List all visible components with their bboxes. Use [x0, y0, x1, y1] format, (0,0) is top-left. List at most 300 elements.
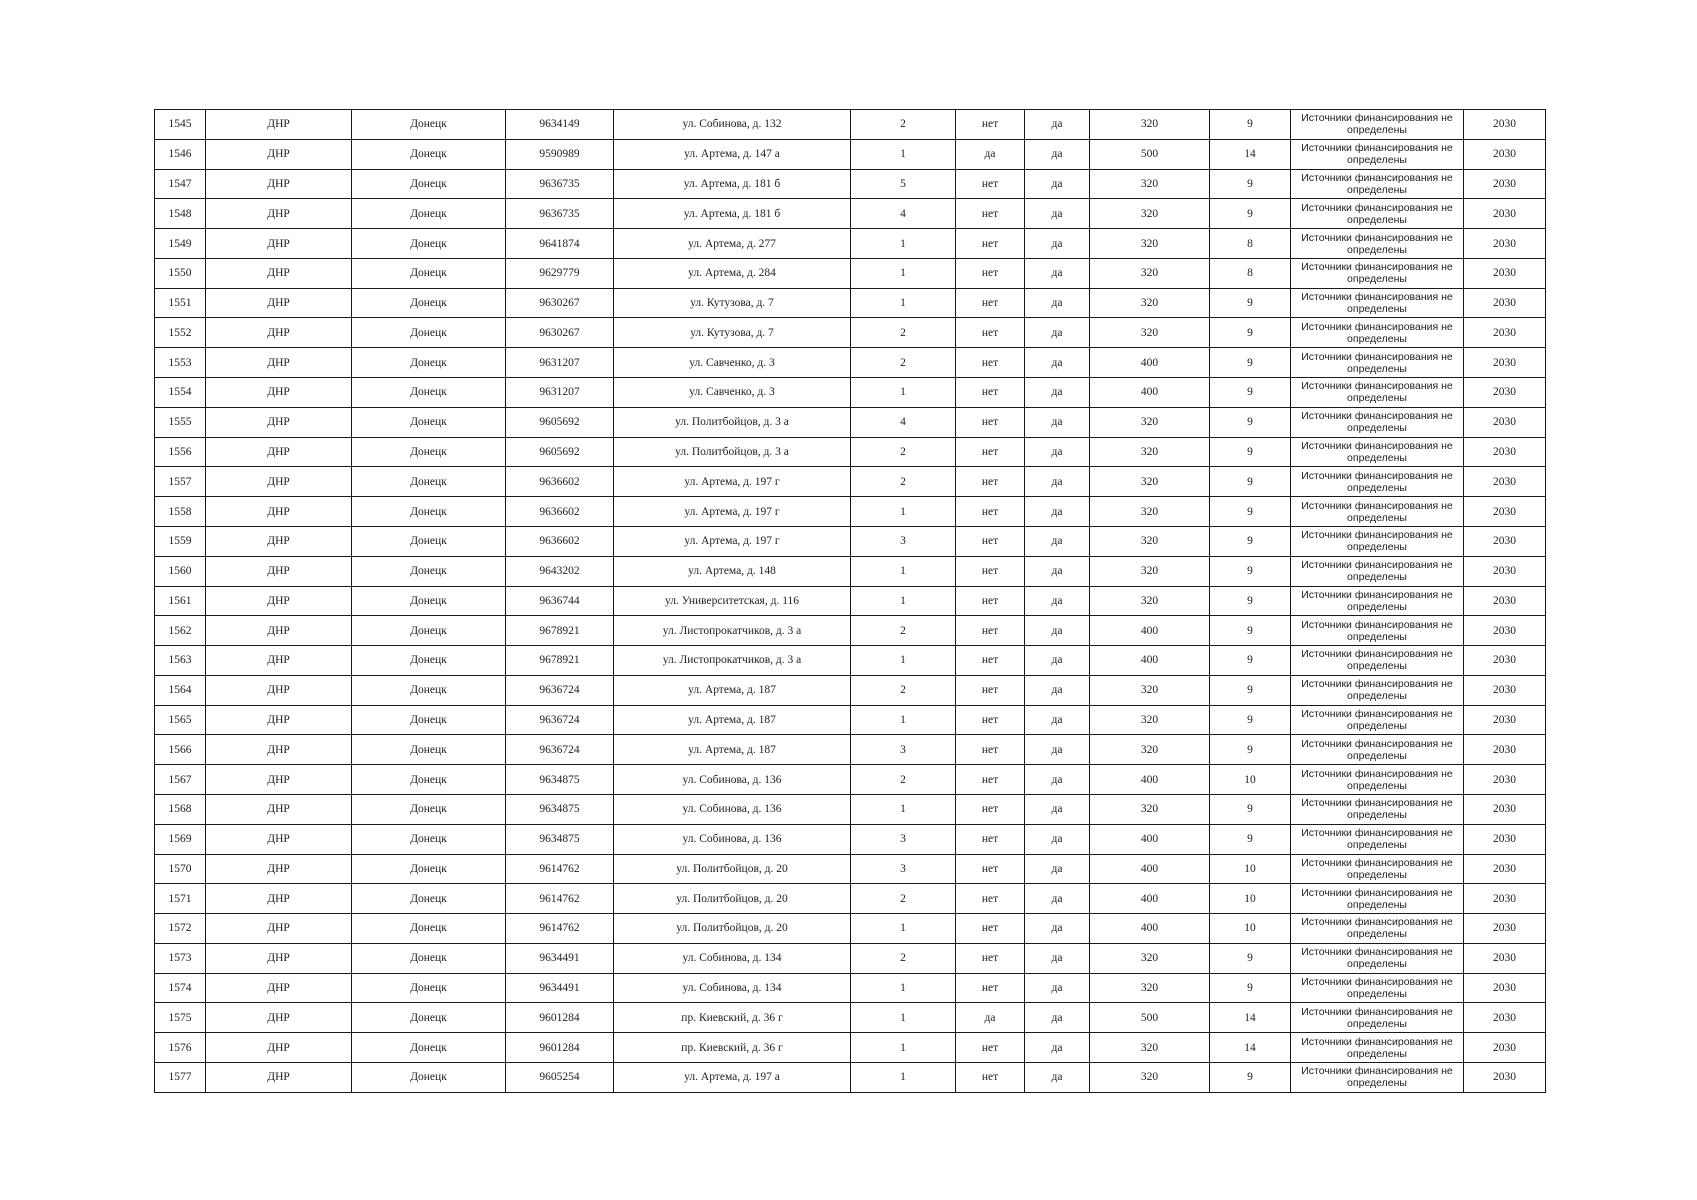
- cell-year: 2030: [1464, 199, 1546, 229]
- cell-funding-source: Источники финансирования не определены: [1291, 794, 1464, 824]
- cell-year: 2030: [1464, 1003, 1546, 1033]
- cell-flag-a: нет: [956, 318, 1025, 348]
- cell-capacity: 500: [1090, 139, 1210, 169]
- cell-flag-a: нет: [956, 973, 1025, 1003]
- cell-quantity: 2: [851, 765, 956, 795]
- cell-capacity: 320: [1090, 497, 1210, 527]
- cell-row-number: 1547: [155, 169, 206, 199]
- cell-capacity: 320: [1090, 288, 1210, 318]
- cell-capacity: 400: [1090, 765, 1210, 795]
- cell-object-code: 9630267: [506, 318, 614, 348]
- cell-address: ул. Артема, д. 187: [614, 735, 851, 765]
- cell-flag-b: да: [1025, 348, 1090, 378]
- cell-year: 2030: [1464, 705, 1546, 735]
- cell-object-code: 9605692: [506, 437, 614, 467]
- cell-flag-a: нет: [956, 169, 1025, 199]
- cell-city: Донецк: [352, 437, 506, 467]
- cell-capacity: 320: [1090, 318, 1210, 348]
- cell-year: 2030: [1464, 229, 1546, 259]
- table-body: [155, 110, 1546, 1093]
- table-row: [155, 169, 1546, 199]
- cell-address: ул. Собинова, д. 134: [614, 973, 851, 1003]
- table-row: [155, 675, 1546, 705]
- cell-region: ДНР: [206, 914, 352, 944]
- cell-row-number: 1555: [155, 407, 206, 437]
- cell-city: Донецк: [352, 765, 506, 795]
- cell-object-code: 9629779: [506, 258, 614, 288]
- document-page: [154, 109, 1545, 1092]
- table-row: [155, 288, 1546, 318]
- cell-capacity: 400: [1090, 348, 1210, 378]
- cell-flag-b: да: [1025, 407, 1090, 437]
- cell-row-number: 1548: [155, 199, 206, 229]
- cell-city: Донецк: [352, 616, 506, 646]
- cell-year: 2030: [1464, 854, 1546, 884]
- cell-region: ДНР: [206, 169, 352, 199]
- cell-row-number: 1561: [155, 586, 206, 616]
- cell-row-number: 1574: [155, 973, 206, 1003]
- cell-row-number: 1560: [155, 556, 206, 586]
- cell-row-number: 1573: [155, 943, 206, 973]
- cell-flag-b: да: [1025, 556, 1090, 586]
- cell-flag-a: нет: [956, 794, 1025, 824]
- cell-year: 2030: [1464, 616, 1546, 646]
- cell-region: ДНР: [206, 229, 352, 259]
- cell-flag-a: нет: [956, 1063, 1025, 1093]
- table-row: [155, 378, 1546, 408]
- cell-object-code: 9641874: [506, 229, 614, 259]
- cell-object-code: 9634491: [506, 973, 614, 1003]
- table-row: [155, 497, 1546, 527]
- cell-flag-a: нет: [956, 884, 1025, 914]
- cell-quantity: 2: [851, 348, 956, 378]
- cell-funding-source: Источники финансирования не определены: [1291, 288, 1464, 318]
- cell-funding-source: Источники финансирования не определены: [1291, 526, 1464, 556]
- cell-flag-b: да: [1025, 824, 1090, 854]
- cell-flag-a: нет: [956, 437, 1025, 467]
- cell-flag-a: нет: [956, 914, 1025, 944]
- cell-region: ДНР: [206, 1063, 352, 1093]
- cell-row-number: 1568: [155, 794, 206, 824]
- cell-row-number: 1545: [155, 110, 206, 140]
- cell-object-code: 9605692: [506, 407, 614, 437]
- cell-city: Донецк: [352, 914, 506, 944]
- cell-address: ул. Артема, д. 197 г: [614, 497, 851, 527]
- cell-address: ул. Политбойцов, д. 20: [614, 914, 851, 944]
- cell-row-number: 1569: [155, 824, 206, 854]
- cell-quantity: 2: [851, 467, 956, 497]
- table-row: [155, 765, 1546, 795]
- cell-object-code: 9631207: [506, 378, 614, 408]
- cell-flag-a: нет: [956, 943, 1025, 973]
- table-row: [155, 229, 1546, 259]
- cell-address: ул. Артема, д. 147 а: [614, 139, 851, 169]
- cell-funding-source: Источники финансирования не определены: [1291, 646, 1464, 676]
- cell-city: Донецк: [352, 169, 506, 199]
- cell-object-code: 9614762: [506, 914, 614, 944]
- cell-year: 2030: [1464, 497, 1546, 527]
- cell-funding-source: Источники финансирования не определены: [1291, 735, 1464, 765]
- cell-flag-b: да: [1025, 258, 1090, 288]
- cell-flag-a: нет: [956, 526, 1025, 556]
- cell-row-number: 1572: [155, 914, 206, 944]
- cell-capacity: 320: [1090, 258, 1210, 288]
- cell-row-number: 1552: [155, 318, 206, 348]
- cell-region: ДНР: [206, 497, 352, 527]
- cell-value: 9: [1210, 973, 1291, 1003]
- cell-funding-source: Источники финансирования не определены: [1291, 586, 1464, 616]
- cell-funding-source: Источники финансирования не определены: [1291, 973, 1464, 1003]
- cell-city: Донецк: [352, 526, 506, 556]
- cell-flag-b: да: [1025, 884, 1090, 914]
- cell-capacity: 320: [1090, 675, 1210, 705]
- cell-value: 14: [1210, 1033, 1291, 1063]
- cell-object-code: 9636744: [506, 586, 614, 616]
- cell-year: 2030: [1464, 884, 1546, 914]
- cell-quantity: 1: [851, 586, 956, 616]
- table-row: [155, 854, 1546, 884]
- cell-value: 9: [1210, 318, 1291, 348]
- cell-year: 2030: [1464, 586, 1546, 616]
- cell-region: ДНР: [206, 437, 352, 467]
- cell-capacity: 320: [1090, 110, 1210, 140]
- table-row: [155, 467, 1546, 497]
- cell-flag-a: нет: [956, 854, 1025, 884]
- cell-value: 9: [1210, 794, 1291, 824]
- cell-capacity: 320: [1090, 407, 1210, 437]
- cell-city: Донецк: [352, 735, 506, 765]
- cell-region: ДНР: [206, 139, 352, 169]
- cell-object-code: 9636735: [506, 169, 614, 199]
- cell-row-number: 1570: [155, 854, 206, 884]
- cell-flag-b: да: [1025, 1063, 1090, 1093]
- cell-address: ул. Собинова, д. 132: [614, 110, 851, 140]
- cell-quantity: 3: [851, 854, 956, 884]
- cell-quantity: 3: [851, 824, 956, 854]
- table-row: [155, 616, 1546, 646]
- cell-value: 9: [1210, 735, 1291, 765]
- cell-row-number: 1553: [155, 348, 206, 378]
- cell-object-code: 9634491: [506, 943, 614, 973]
- cell-region: ДНР: [206, 705, 352, 735]
- cell-funding-source: Источники финансирования не определены: [1291, 139, 1464, 169]
- cell-flag-a: нет: [956, 348, 1025, 378]
- cell-funding-source: Источники финансирования не определены: [1291, 765, 1464, 795]
- cell-object-code: 9634149: [506, 110, 614, 140]
- table-row: [155, 1033, 1546, 1063]
- cell-object-code: 9631207: [506, 348, 614, 378]
- cell-city: Донецк: [352, 229, 506, 259]
- cell-object-code: 9634875: [506, 765, 614, 795]
- cell-quantity: 1: [851, 288, 956, 318]
- cell-city: Донецк: [352, 199, 506, 229]
- cell-funding-source: Источники финансирования не определены: [1291, 229, 1464, 259]
- cell-city: Донецк: [352, 407, 506, 437]
- cell-flag-a: нет: [956, 378, 1025, 408]
- cell-flag-a: нет: [956, 258, 1025, 288]
- cell-flag-a: нет: [956, 824, 1025, 854]
- cell-year: 2030: [1464, 378, 1546, 408]
- table-row: [155, 556, 1546, 586]
- cell-quantity: 2: [851, 616, 956, 646]
- cell-city: Донецк: [352, 943, 506, 973]
- cell-city: Донецк: [352, 1063, 506, 1093]
- cell-region: ДНР: [206, 467, 352, 497]
- cell-quantity: 1: [851, 1063, 956, 1093]
- cell-address: ул. Кутузова, д. 7: [614, 288, 851, 318]
- cell-flag-b: да: [1025, 794, 1090, 824]
- cell-flag-a: нет: [956, 556, 1025, 586]
- table-row: [155, 110, 1546, 140]
- cell-value: 9: [1210, 169, 1291, 199]
- cell-row-number: 1559: [155, 526, 206, 556]
- cell-city: Донецк: [352, 675, 506, 705]
- cell-region: ДНР: [206, 586, 352, 616]
- cell-value: 9: [1210, 437, 1291, 467]
- table-row: [155, 139, 1546, 169]
- cell-value: 14: [1210, 139, 1291, 169]
- cell-object-code: 9678921: [506, 616, 614, 646]
- cell-quantity: 5: [851, 169, 956, 199]
- cell-object-code: 9614762: [506, 884, 614, 914]
- cell-address: ул. Артема, д. 187: [614, 705, 851, 735]
- cell-quantity: 2: [851, 318, 956, 348]
- cell-flag-b: да: [1025, 854, 1090, 884]
- cell-object-code: 9643202: [506, 556, 614, 586]
- cell-city: Донецк: [352, 318, 506, 348]
- cell-flag-b: да: [1025, 288, 1090, 318]
- cell-address: ул. Политбойцов, д. 20: [614, 854, 851, 884]
- cell-address: ул. Политбойцов, д. 3 а: [614, 407, 851, 437]
- cell-value: 9: [1210, 378, 1291, 408]
- cell-year: 2030: [1464, 110, 1546, 140]
- cell-value: 9: [1210, 616, 1291, 646]
- cell-flag-a: нет: [956, 467, 1025, 497]
- cell-flag-a: нет: [956, 288, 1025, 318]
- cell-address: ул. Артема, д. 197 г: [614, 467, 851, 497]
- cell-row-number: 1566: [155, 735, 206, 765]
- cell-address: ул. Листопрокатчиков, д. 3 а: [614, 616, 851, 646]
- cell-city: Донецк: [352, 586, 506, 616]
- cell-region: ДНР: [206, 675, 352, 705]
- cell-flag-b: да: [1025, 437, 1090, 467]
- cell-address: ул. Политбойцов, д. 20: [614, 884, 851, 914]
- cell-flag-b: да: [1025, 229, 1090, 259]
- cell-value: 9: [1210, 110, 1291, 140]
- cell-quantity: 1: [851, 914, 956, 944]
- cell-region: ДНР: [206, 1033, 352, 1063]
- cell-year: 2030: [1464, 646, 1546, 676]
- cell-object-code: 9590989: [506, 139, 614, 169]
- cell-address: ул. Артема, д. 187: [614, 675, 851, 705]
- cell-funding-source: Источники финансирования не определены: [1291, 318, 1464, 348]
- cell-object-code: 9636735: [506, 199, 614, 229]
- cell-quantity: 1: [851, 646, 956, 676]
- cell-capacity: 320: [1090, 526, 1210, 556]
- cell-quantity: 3: [851, 735, 956, 765]
- cell-year: 2030: [1464, 794, 1546, 824]
- cell-quantity: 1: [851, 973, 956, 1003]
- cell-year: 2030: [1464, 1033, 1546, 1063]
- cell-row-number: 1564: [155, 675, 206, 705]
- cell-region: ДНР: [206, 854, 352, 884]
- cell-capacity: 320: [1090, 169, 1210, 199]
- cell-flag-b: да: [1025, 646, 1090, 676]
- cell-object-code: 9601284: [506, 1033, 614, 1063]
- cell-quantity: 1: [851, 556, 956, 586]
- cell-capacity: 320: [1090, 943, 1210, 973]
- cell-year: 2030: [1464, 407, 1546, 437]
- cell-funding-source: Источники финансирования не определены: [1291, 110, 1464, 140]
- table-row: [155, 407, 1546, 437]
- cell-quantity: 1: [851, 378, 956, 408]
- cell-region: ДНР: [206, 199, 352, 229]
- cell-flag-a: да: [956, 139, 1025, 169]
- cell-year: 2030: [1464, 258, 1546, 288]
- cell-funding-source: Источники финансирования не определены: [1291, 556, 1464, 586]
- cell-address: ул. Листопрокатчиков, д. 3 а: [614, 646, 851, 676]
- cell-address: ул. Артема, д. 148: [614, 556, 851, 586]
- cell-address: ул. Артема, д. 277: [614, 229, 851, 259]
- cell-row-number: 1550: [155, 258, 206, 288]
- cell-address: ул. Артема, д. 197 а: [614, 1063, 851, 1093]
- cell-capacity: 400: [1090, 854, 1210, 884]
- cell-funding-source: Источники финансирования не определены: [1291, 348, 1464, 378]
- cell-funding-source: Источники финансирования не определены: [1291, 437, 1464, 467]
- cell-quantity: 1: [851, 229, 956, 259]
- table-row: [155, 914, 1546, 944]
- cell-region: ДНР: [206, 884, 352, 914]
- cell-region: ДНР: [206, 943, 352, 973]
- cell-year: 2030: [1464, 348, 1546, 378]
- table-row: [155, 794, 1546, 824]
- cell-address: пр. Киевский, д. 36 г: [614, 1003, 851, 1033]
- cell-region: ДНР: [206, 378, 352, 408]
- cell-flag-b: да: [1025, 497, 1090, 527]
- cell-funding-source: Источники финансирования не определены: [1291, 824, 1464, 854]
- cell-city: Донецк: [352, 824, 506, 854]
- cell-flag-b: да: [1025, 616, 1090, 646]
- cell-address: ул. Собинова, д. 136: [614, 765, 851, 795]
- cell-capacity: 400: [1090, 914, 1210, 944]
- cell-city: Донецк: [352, 139, 506, 169]
- cell-quantity: 1: [851, 258, 956, 288]
- cell-value: 9: [1210, 288, 1291, 318]
- cell-address: ул. Собинова, д. 136: [614, 824, 851, 854]
- cell-region: ДНР: [206, 794, 352, 824]
- cell-row-number: 1549: [155, 229, 206, 259]
- cell-flag-a: нет: [956, 646, 1025, 676]
- cell-region: ДНР: [206, 288, 352, 318]
- cell-capacity: 320: [1090, 467, 1210, 497]
- table-row: [155, 586, 1546, 616]
- cell-region: ДНР: [206, 556, 352, 586]
- cell-address: ул. Политбойцов, д. 3 а: [614, 437, 851, 467]
- cell-quantity: 1: [851, 1003, 956, 1033]
- cell-year: 2030: [1464, 526, 1546, 556]
- cell-flag-a: нет: [956, 229, 1025, 259]
- cell-region: ДНР: [206, 973, 352, 1003]
- cell-object-code: 9630267: [506, 288, 614, 318]
- cell-city: Донецк: [352, 556, 506, 586]
- cell-year: 2030: [1464, 765, 1546, 795]
- cell-year: 2030: [1464, 914, 1546, 944]
- cell-city: Донецк: [352, 884, 506, 914]
- cell-city: Донецк: [352, 705, 506, 735]
- cell-funding-source: Источники финансирования не определены: [1291, 884, 1464, 914]
- cell-city: Донецк: [352, 854, 506, 884]
- cell-row-number: 1556: [155, 437, 206, 467]
- cell-funding-source: Источники финансирования не определены: [1291, 943, 1464, 973]
- cell-value: 9: [1210, 824, 1291, 854]
- cell-row-number: 1563: [155, 646, 206, 676]
- cell-flag-b: да: [1025, 973, 1090, 1003]
- cell-value: 9: [1210, 526, 1291, 556]
- cell-object-code: 9605254: [506, 1063, 614, 1093]
- cell-row-number: 1575: [155, 1003, 206, 1033]
- cell-value: 10: [1210, 854, 1291, 884]
- cell-quantity: 2: [851, 884, 956, 914]
- cell-flag-a: нет: [956, 586, 1025, 616]
- cell-city: Донецк: [352, 288, 506, 318]
- cell-flag-a: нет: [956, 735, 1025, 765]
- cell-region: ДНР: [206, 110, 352, 140]
- cell-year: 2030: [1464, 318, 1546, 348]
- cell-quantity: 1: [851, 794, 956, 824]
- cell-quantity: 1: [851, 1033, 956, 1063]
- cell-year: 2030: [1464, 973, 1546, 1003]
- cell-funding-source: Источники финансирования не определены: [1291, 258, 1464, 288]
- cell-flag-b: да: [1025, 467, 1090, 497]
- cell-object-code: 9678921: [506, 646, 614, 676]
- cell-capacity: 320: [1090, 556, 1210, 586]
- cell-address: ул. Савченко, д. 3: [614, 378, 851, 408]
- cell-object-code: 9601284: [506, 1003, 614, 1033]
- cell-address: ул. Собинова, д. 134: [614, 943, 851, 973]
- cell-value: 9: [1210, 1063, 1291, 1093]
- cell-region: ДНР: [206, 526, 352, 556]
- cell-funding-source: Источники финансирования не определены: [1291, 854, 1464, 884]
- cell-row-number: 1551: [155, 288, 206, 318]
- cell-address: пр. Киевский, д. 36 г: [614, 1033, 851, 1063]
- cell-flag-b: да: [1025, 705, 1090, 735]
- cell-value: 8: [1210, 229, 1291, 259]
- cell-funding-source: Источники финансирования не определены: [1291, 169, 1464, 199]
- cell-flag-b: да: [1025, 110, 1090, 140]
- cell-city: Донецк: [352, 110, 506, 140]
- cell-flag-b: да: [1025, 139, 1090, 169]
- cell-capacity: 320: [1090, 735, 1210, 765]
- cell-capacity: 320: [1090, 199, 1210, 229]
- cell-value: 10: [1210, 914, 1291, 944]
- cell-address: ул. Артема, д. 181 б: [614, 199, 851, 229]
- cell-row-number: 1567: [155, 765, 206, 795]
- cell-region: ДНР: [206, 765, 352, 795]
- cell-quantity: 1: [851, 705, 956, 735]
- cell-value: 9: [1210, 199, 1291, 229]
- cell-row-number: 1576: [155, 1033, 206, 1063]
- cell-flag-a: нет: [956, 407, 1025, 437]
- table-row: [155, 973, 1546, 1003]
- cell-region: ДНР: [206, 735, 352, 765]
- cell-quantity: 4: [851, 199, 956, 229]
- cell-capacity: 400: [1090, 884, 1210, 914]
- cell-value: 9: [1210, 348, 1291, 378]
- cell-quantity: 2: [851, 110, 956, 140]
- cell-value: 9: [1210, 586, 1291, 616]
- cell-funding-source: Источники финансирования не определены: [1291, 497, 1464, 527]
- cell-capacity: 400: [1090, 378, 1210, 408]
